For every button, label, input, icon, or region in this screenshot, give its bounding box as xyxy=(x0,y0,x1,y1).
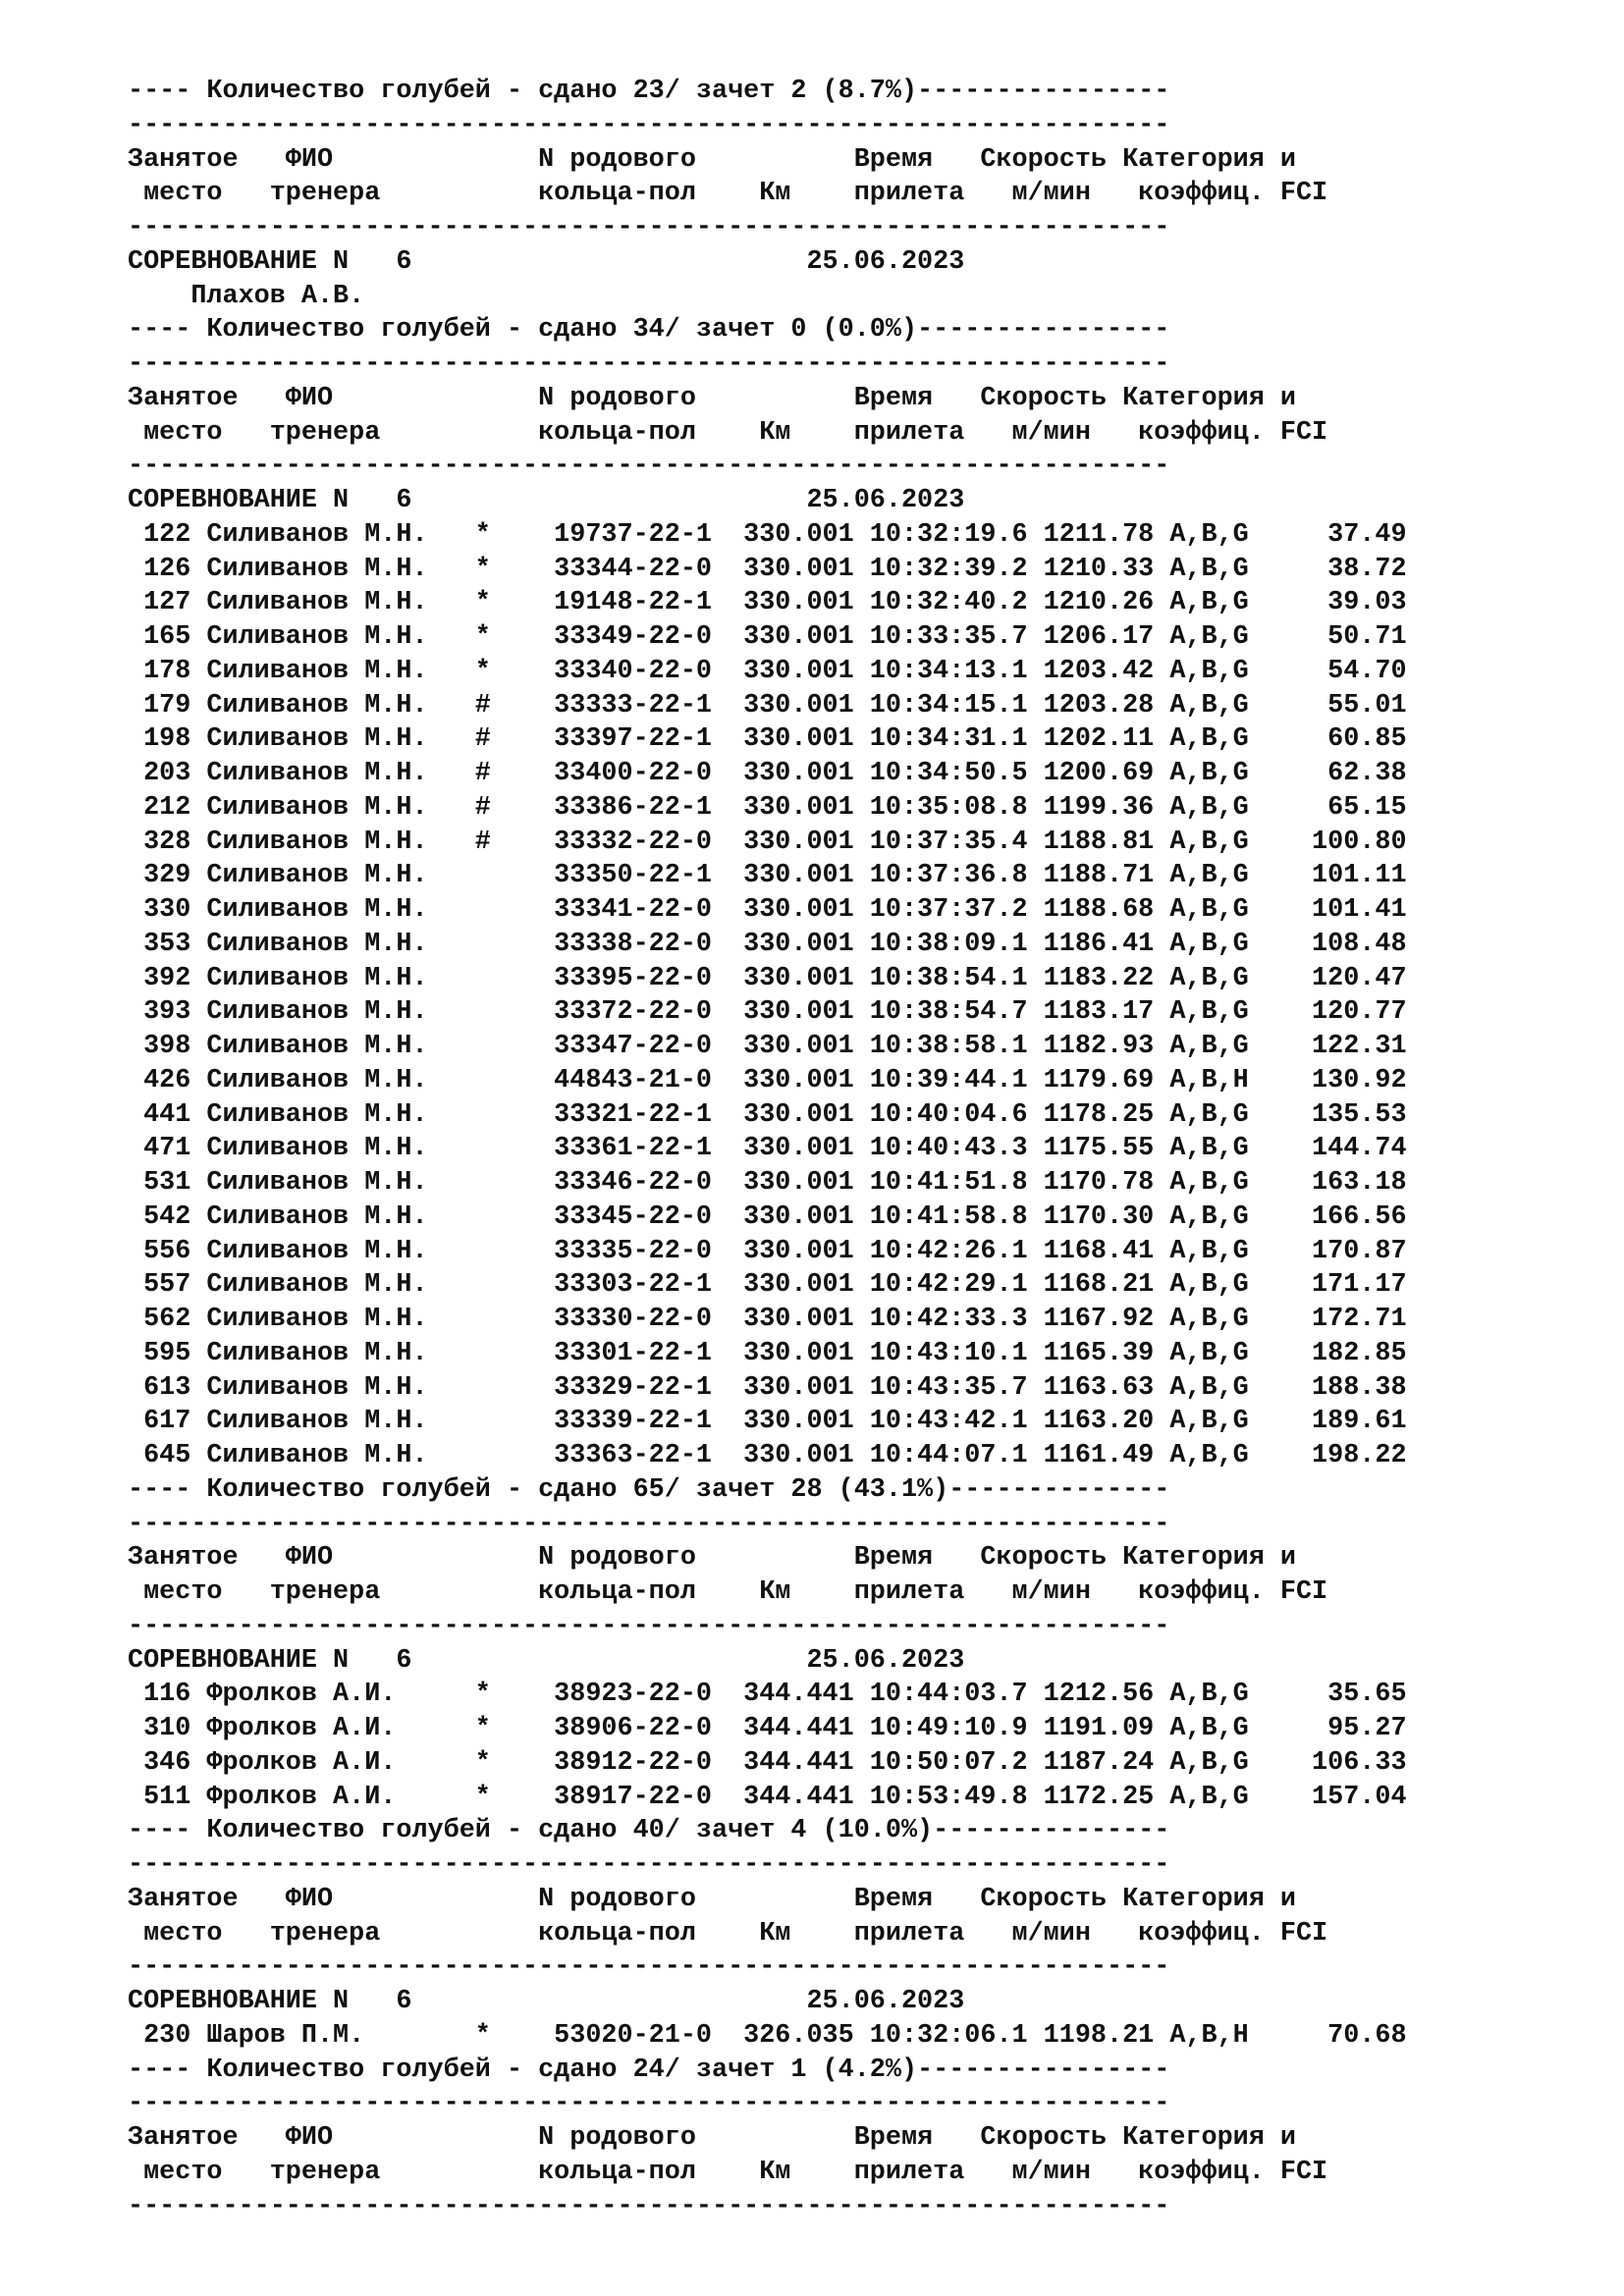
summary-line: ---- Количество голубей - сдано 40/ зачет 4 (10.0%)--------------- xyxy=(128,1816,1170,1846)
result-row: 557 Силиванов М.Н. 33303-22-1 330.001 10:42:29.1 1168.21 A,B,G 171.17 xyxy=(128,1270,1407,1301)
result-row: 392 Силиванов М.Н. 33395-22-0 330.001 10:38:54.1 1183.22 A,B,G 120.47 xyxy=(128,963,1407,993)
result-row: 126 Силиванов М.Н. * 33344-22-0 330.001 10:32:39.2 1210.33 A,B,G 38.72 xyxy=(128,554,1407,584)
column-header-line-1: Занятое ФИО N родового Время Скорость Категория и xyxy=(128,144,1296,175)
results-printout xyxy=(128,75,1407,2223)
summary-line: ---- Количество голубей - сдано 34/ зачет 0 (0.0%)---------------- xyxy=(128,315,1170,346)
result-row: 645 Силиванов М.Н. 33363-22-1 330.001 10:44:07.1 1161.49 A,B,G 198.22 xyxy=(128,1441,1407,1470)
column-header-line-1: Занятое ФИО N родового Время Скорость Категория и xyxy=(128,383,1296,413)
separator-line: ------------------------------------------------------------------ xyxy=(128,349,1170,379)
separator-line: ------------------------------------------------------------------ xyxy=(128,1509,1170,1539)
result-row: 511 Фролков А.И. * 38917-22-0 344.441 10:53:49.8 1172.25 A,B,G 157.04 xyxy=(128,1782,1407,1812)
result-row: 310 Фролков А.И. * 38906-22-0 344.441 10:49:10.9 1191.09 A,B,G 95.27 xyxy=(128,1714,1407,1743)
result-row: 441 Силиванов М.Н. 33321-22-1 330.001 10:40:04.6 1178.25 A,B,G 135.53 xyxy=(128,1099,1407,1130)
result-row: 203 Силиванов М.Н. # 33400-22-0 330.001 10:34:50.5 1200.69 A,B,G 62.38 xyxy=(128,759,1407,788)
result-row: 398 Силиванов М.Н. 33347-22-0 330.001 10:38:58.1 1182.93 A,B,G 122.31 xyxy=(128,1032,1407,1061)
column-header-line-2: место тренера кольца-пол Км прилета м/мин коэффиц. FCI xyxy=(128,417,1328,448)
result-row: 122 Силиванов М.Н. * 19737-22-1 330.001 10:32:19.6 1211.78 A,B,G 37.49 xyxy=(128,519,1407,550)
competition-line: СОРЕВНОВАНИЕ N 6 25.06.2023 xyxy=(128,486,965,515)
summary-line: ---- Количество голубей - сдано 23/ зачет 2 (8.7%)---------------- xyxy=(128,77,1170,106)
result-row: 178 Силиванов М.Н. * 33340-22-0 330.001 10:34:13.1 1203.42 A,B,G 54.70 xyxy=(128,656,1407,686)
column-header-line-2: место тренера кольца-пол Км прилета м/мин коэффиц. FCI xyxy=(128,1577,1328,1607)
separator-line: ------------------------------------------------------------------ xyxy=(128,1952,1170,1983)
separator-line: ------------------------------------------------------------------ xyxy=(128,2089,1170,2119)
result-row: 353 Силиванов М.Н. 33338-22-0 330.001 10:38:09.1 1186.41 A,B,G 108.48 xyxy=(128,929,1407,959)
separator-line: ------------------------------------------------------------------ xyxy=(128,213,1170,242)
result-row: 328 Силиванов М.Н. # 33332-22-0 330.001 10:37:35.4 1188.81 A,B,G 100.80 xyxy=(128,827,1407,857)
separator-line: ------------------------------------------------------------------ xyxy=(128,2191,1170,2221)
separator-line: ------------------------------------------------------------------ xyxy=(128,110,1170,140)
competition-line: СОРЕВНОВАНИЕ N 6 25.06.2023 xyxy=(128,1645,965,1676)
result-row: 212 Силиванов М.Н. # 33386-22-1 330.001 10:35:08.8 1199.36 A,B,G 65.15 xyxy=(128,792,1407,823)
result-row: 179 Силиванов М.Н. # 33333-22-1 330.001 10:34:15.1 1203.28 A,B,G 55.01 xyxy=(128,690,1407,721)
trainer-line: Плахов А.В. xyxy=(128,281,365,311)
result-row: 198 Силиванов М.Н. # 33397-22-1 330.001 10:34:31.1 1202.11 A,B,G 60.85 xyxy=(128,724,1407,755)
column-header-line-2: место тренера кольца-пол Км прилета м/мин коэффиц. FCI xyxy=(128,1918,1328,1949)
result-row: 230 Шаров П.М. * 53020-21-0 326.035 10:32:06.1 1198.21 A,B,H 70.68 xyxy=(128,2020,1407,2051)
competition-line: СОРЕВНОВАНИЕ N 6 25.06.2023 xyxy=(128,1987,965,2016)
result-row: 542 Силиванов М.Н. 33345-22-0 330.001 10:41:58.8 1170.30 A,B,G 166.56 xyxy=(128,1201,1407,1232)
result-row: 595 Силиванов М.Н. 33301-22-1 330.001 10:43:10.1 1165.39 A,B,G 182.85 xyxy=(128,1338,1407,1368)
separator-line: ------------------------------------------------------------------ xyxy=(128,1611,1170,1641)
competition-line: СОРЕВНОВАНИЕ N 6 25.06.2023 xyxy=(128,246,965,277)
column-header-line-1: Занятое ФИО N родового Время Скорость Категория и xyxy=(128,2123,1296,2153)
column-header-line-1: Занятое ФИО N родового Время Скорость Категория и xyxy=(128,1884,1296,1914)
summary-line: ---- Количество голубей - сдано 65/ зачет 28 (43.1%)-------------- xyxy=(128,1474,1170,1505)
result-row: 556 Силиванов М.Н. 33335-22-0 330.001 10:42:26.1 1168.41 A,B,G 170.87 xyxy=(128,1236,1407,1266)
result-row: 165 Силиванов М.Н. * 33349-22-0 330.001 10:33:35.7 1206.17 A,B,G 50.71 xyxy=(128,622,1407,652)
result-row: 393 Силиванов М.Н. 33372-22-0 330.001 10:38:54.7 1183.17 A,B,G 120.77 xyxy=(128,997,1407,1028)
result-row: 426 Силиванов М.Н. 44843-21-0 330.001 10:39:44.1 1179.69 A,B,H 130.92 xyxy=(128,1065,1407,1095)
result-row: 562 Силиванов М.Н. 33330-22-0 330.001 10:42:33.3 1167.92 A,B,G 172.71 xyxy=(128,1305,1407,1334)
summary-line: ---- Количество голубей - сдано 24/ зачет 1 (4.2%)---------------- xyxy=(128,2055,1170,2085)
result-row: 329 Силиванов М.Н. 33350-22-1 330.001 10:37:36.8 1188.71 A,B,G 101.11 xyxy=(128,861,1407,891)
result-row: 471 Силиванов М.Н. 33361-22-1 330.001 10:40:43.3 1175.55 A,B,G 144.74 xyxy=(128,1134,1407,1164)
separator-line: ------------------------------------------------------------------ xyxy=(128,1850,1170,1880)
column-header-line-2: место тренера кольца-пол Км прилета м/мин коэффиц. FCI xyxy=(128,179,1328,209)
column-header-line-1: Занятое ФИО N родового Время Скорость Категория и xyxy=(128,1543,1296,1574)
result-row: 531 Силиванов М.Н. 33346-22-0 330.001 10:41:51.8 1170.78 A,B,G 163.18 xyxy=(128,1168,1407,1198)
result-row: 617 Силиванов М.Н. 33339-22-1 330.001 10:43:42.1 1163.20 A,B,G 189.61 xyxy=(128,1407,1407,1437)
column-header-line-2: место тренера кольца-пол Км прилета м/мин коэффиц. FCI xyxy=(128,2157,1328,2187)
result-row: 613 Силиванов М.Н. 33329-22-1 330.001 10:43:35.7 1163.63 A,B,G 188.38 xyxy=(128,1372,1407,1403)
result-row: 127 Силиванов М.Н. * 19148-22-1 330.001 10:32:40.2 1210.26 A,B,G 39.03 xyxy=(128,588,1407,618)
separator-line: ------------------------------------------------------------------ xyxy=(128,452,1170,482)
result-row: 330 Силиванов М.Н. 33341-22-0 330.001 10:37:37.2 1188.68 A,B,G 101.41 xyxy=(128,895,1407,925)
result-row: 346 Фролков А.И. * 38912-22-0 344.441 10:50:07.2 1187.24 A,B,G 106.33 xyxy=(128,1747,1407,1778)
result-row: 116 Фролков А.И. * 38923-22-0 344.441 10:44:03.7 1212.56 A,B,G 35.65 xyxy=(128,1680,1407,1710)
